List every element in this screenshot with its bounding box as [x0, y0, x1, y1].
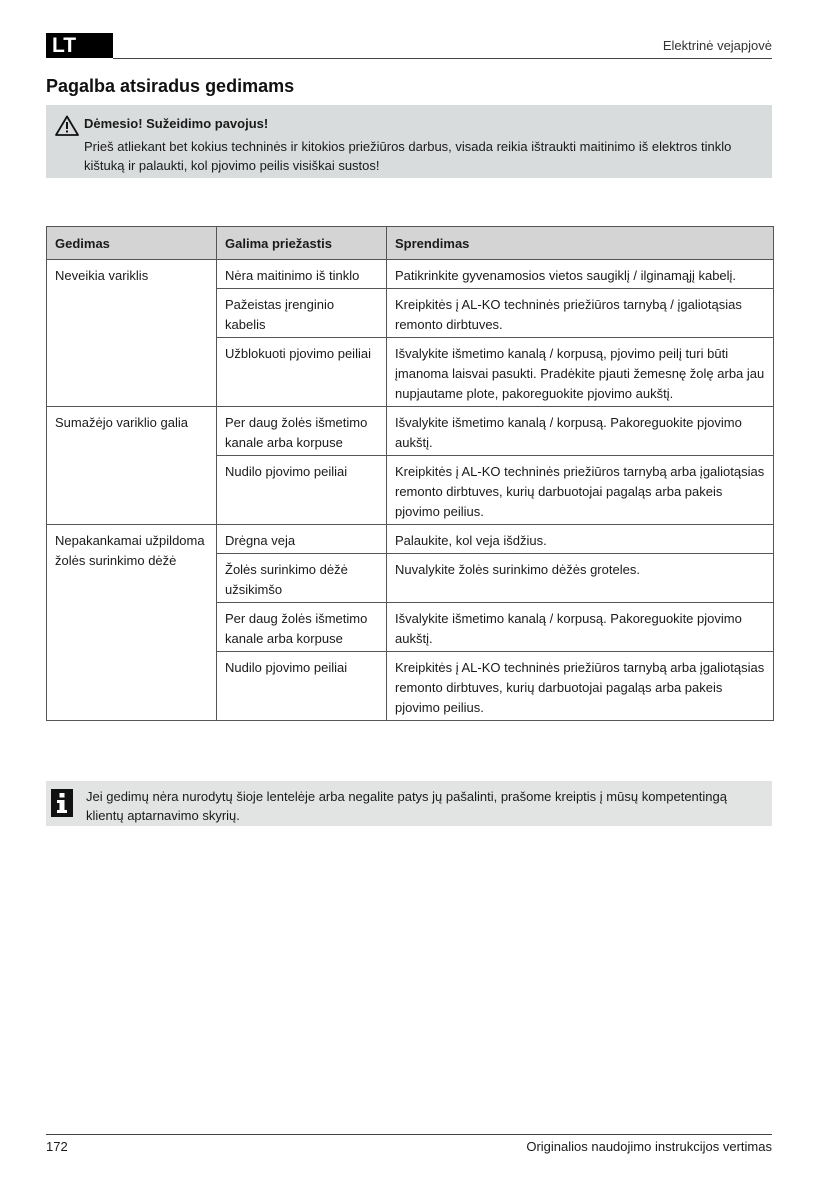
solution-cell: Išvalykite išmetimo kanalą / korpusą. Pakoreguokite pjovimo aukštį.	[387, 603, 774, 652]
fault-cell: Neveikia variklis	[47, 260, 217, 407]
info-box	[46, 781, 772, 826]
table-row	[47, 407, 774, 456]
table-header-row	[47, 227, 774, 260]
footer-title: Originalios naudojimo instrukcijos vertimas	[526, 1139, 772, 1154]
cause-cell: Nėra maitinimo iš tinklo	[217, 260, 387, 289]
warning-triangle-icon	[55, 115, 79, 136]
fault-table	[46, 226, 774, 721]
header-divider	[113, 58, 772, 59]
info-icon	[51, 789, 73, 817]
solution-cell: Kreipkitės į AL-KO techninės priežiūros tarnybą / įgaliotąsias remonto dirbtuves.	[387, 289, 774, 338]
footer-divider	[46, 1134, 772, 1135]
table-row	[47, 260, 774, 289]
header-title: Elektrinė vejapjovė	[662, 38, 772, 53]
solution-cell: Išvalykite išmetimo kanalą / korpusą. Pakoreguokite pjovimo aukštį.	[387, 407, 774, 456]
page-title: Pagalba atsiradus gedimams	[46, 76, 295, 96]
column-header-fault: Gedimas	[47, 227, 217, 260]
page-number: 172	[46, 1139, 68, 1154]
cause-cell: Drėgna veja	[217, 525, 387, 554]
solution-cell: Nuvalykite žolės surinkimo dėžės groteles.	[387, 554, 774, 603]
table-row	[47, 525, 774, 554]
fault-cell: Sumažėjo variklio galia	[47, 407, 217, 525]
info-text: Jei gedimų nėra nurodytų šioje lentelėje arba negalite patys jų pašalinti, prašome kreiptis į mūsų kompetentingą klientų aptarnavimo skyrių.	[86, 789, 727, 823]
column-header-cause: Galima priežastis	[217, 227, 387, 260]
warning-heading: Dėmesio! Sužeidimo pavojus!	[84, 116, 269, 131]
cause-cell: Nudilo pjovimo peiliai	[217, 456, 387, 525]
solution-cell: Palaukite, kol veja išdžius.	[387, 525, 774, 554]
language-badge: LT	[46, 33, 113, 58]
cause-cell: Užblokuoti pjovimo peiliai	[217, 338, 387, 407]
solution-cell: Kreipkitės į AL-KO techninės priežiūros tarnybą arba įgaliotąsias remonto dirbtuves, kurių darbuotojai pagaląs arba pakeis pjovimo peilius.	[387, 652, 774, 721]
cause-cell: Pažeistas įrenginio kabelis	[217, 289, 387, 338]
warning-box	[46, 105, 772, 178]
solution-cell: Patikrinkite gyvenamosios vietos saugiklį / ilginamąjį kabelį.	[387, 260, 774, 289]
cause-cell: Per daug žolės išmetimo kanale arba korpuse	[217, 603, 387, 652]
cause-cell: Žolės surinkimo dėžė užsikimšo	[217, 554, 387, 603]
cause-cell: Nudilo pjovimo peiliai	[217, 652, 387, 721]
solution-cell: Išvalykite išmetimo kanalą / korpusą, pjovimo peilį turi būti įmanoma laisvai pasukti. Pradėkite pjauti žemesnę žolę arba jau nupjautame plote, pakoreguokite pjovimo aukštį.	[387, 338, 774, 407]
solution-cell: Kreipkitės į AL-KO techninės priežiūros tarnybą arba įgaliotąsias remonto dirbtuves, kurių darbuotojai pagaląs arba pakeis pjovimo peilius.	[387, 456, 774, 525]
column-header-solution: Sprendimas	[387, 227, 774, 260]
warning-text: Prieš atliekant bet kokius techninės ir kitokios priežiūros darbus, visada reikia ištraukti maitinimo iš elektros tinklo kištuką ir palaukti, kol pjovimo peilis visiškai sustos!	[84, 139, 732, 173]
fault-cell: Nepakankamai užpildoma žolės surinkimo dėžė	[47, 525, 217, 721]
cause-cell: Per daug žolės išmetimo kanale arba korpuse	[217, 407, 387, 456]
